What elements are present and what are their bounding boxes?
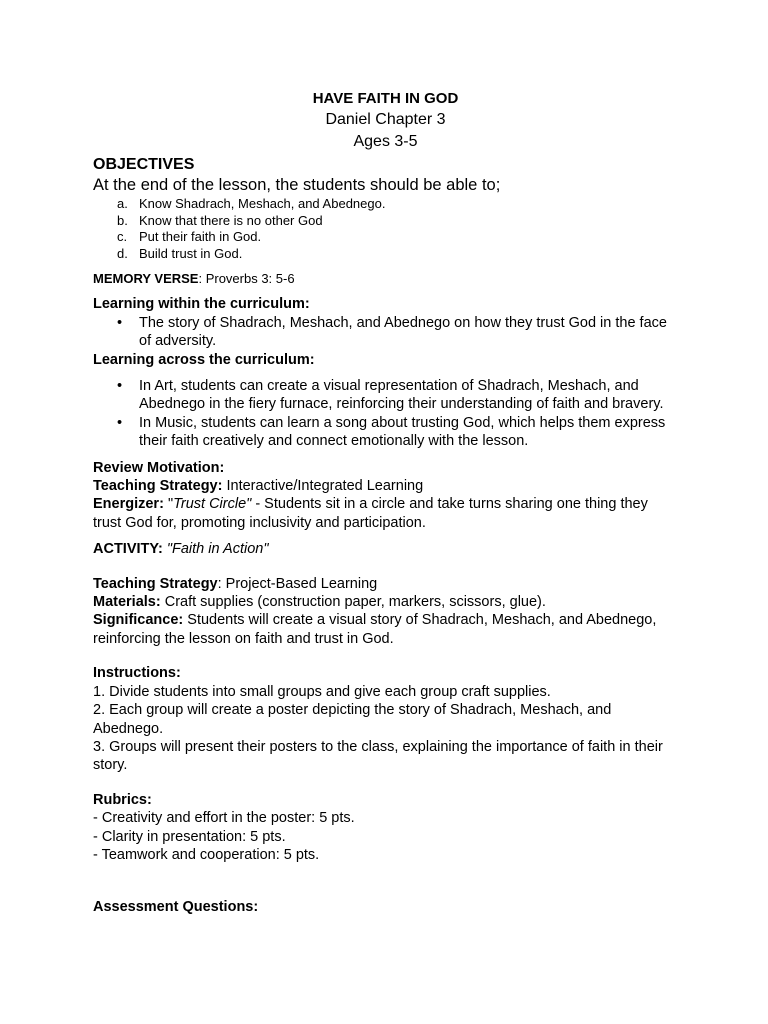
list-item: [117, 377, 678, 414]
bullet-icon: •: [117, 414, 123, 431]
assessment-heading: Assessment Questions:: [93, 899, 259, 916]
objective-marker: b.: [117, 212, 128, 228]
lesson-ages: Ages 3-5: [353, 133, 418, 150]
significance-value: Students will create a visual story of Shadrach, Meshach, and Abednego, reinforcing the lesson on faith and trust in God.: [93, 612, 657, 647]
rubric-item: - Teamwork and cooperation: 5 pts.: [93, 846, 320, 863]
bullet-icon: •: [117, 378, 123, 394]
materials-value: Craft supplies (construction paper, markers, scissors, glue).: [160, 594, 546, 611]
instructions-heading: Instructions:: [93, 665, 181, 682]
activity-strategy: [93, 575, 678, 593]
objectives-heading: OBJECTIVES: [93, 156, 195, 173]
activity-strategy-label: Teaching Strategy: [93, 575, 218, 592]
rubric-item: - Clarity in presentation: 5 pts.: [93, 828, 286, 845]
instruction-step: 1. Divide students into small groups and give each group craft supplies.: [93, 683, 551, 700]
objectives-intro: At the end of the lesson, the students should be able to;: [93, 176, 501, 194]
across-list: [93, 377, 678, 451]
materials-label: Materials:: [93, 594, 161, 611]
energizer-text: - Students sit in a circle and take turns sharing one thing they trust God for, promoting inclusivity and participation.: [93, 496, 648, 531]
objective-marker: c.: [117, 229, 128, 245]
objective-marker: d.: [117, 245, 128, 261]
list-item-text: In Music, students can learn a song about trusting God, which helps them express their faith creatively and connect emotionally with the lesson.: [139, 414, 666, 450]
list-item-text: The story of Shadrach, Meshach, and Abednego on how they trust God in the face of adversity.: [139, 314, 667, 350]
list-item: [117, 414, 678, 451]
objectives-list: [93, 196, 678, 262]
objective-text: Build trust in God.: [139, 245, 243, 261]
activity-strategy-value: : Project-Based Learning: [217, 575, 378, 592]
rubrics-heading: Rubrics:: [93, 791, 152, 808]
instruction-step: 2. Each group will create a poster depicting the story of Shadrach, Meshach, and Abednego.: [93, 702, 612, 737]
list-item: [117, 314, 678, 351]
energizer: [93, 495, 678, 532]
objective-item: [117, 196, 678, 213]
memory-verse-label: MEMORY VERSE: [93, 271, 199, 287]
memory-verse-value: : Proverbs 3: 5-6: [198, 271, 295, 287]
objective-item: [117, 213, 678, 230]
instruction-step: 3. Groups will present their posters to the class, explaining the importance of faith in their story.: [93, 738, 663, 774]
objective-item: [117, 246, 678, 263]
objective-marker: a.: [117, 196, 128, 211]
lesson-chapter: Daniel Chapter 3: [325, 111, 446, 128]
activity-line: [93, 540, 678, 558]
objective-text: Know Shadrach, Meshach, and Abednego.: [139, 196, 386, 211]
review-heading: Review Motivation:: [93, 459, 225, 476]
activity-significance: [93, 611, 678, 648]
activity-label: ACTIVITY:: [93, 541, 163, 558]
within-list: [93, 314, 678, 351]
activity-materials: [93, 593, 678, 611]
review-strategy: [93, 477, 678, 495]
list-item-text: In Art, students can create a visual representation of Shadrach, Meshach, and Abednego in the fiery furnace, reinforcing their understanding of faith and bravery.: [139, 378, 664, 413]
rubric-item: - Creativity and effort in the poster: 5 pts.: [93, 810, 355, 827]
energizer-label: Energizer:: [93, 496, 164, 513]
energizer-name: Trust Circle": [173, 496, 252, 513]
memory-verse: [93, 270, 678, 287]
objective-text: Know that there is no other God: [139, 212, 323, 228]
objective-item: [117, 229, 678, 246]
lesson-title: HAVE FAITH IN GOD: [312, 90, 459, 107]
bullet-icon: •: [117, 314, 123, 331]
energizer-quote: ": [163, 496, 174, 513]
objective-text: Put their faith in God.: [139, 229, 262, 245]
review-strategy-label: Teaching Strategy:: [93, 478, 223, 495]
activity-name: "Faith in Action": [162, 541, 269, 558]
within-heading: Learning within the curriculum:: [93, 296, 310, 313]
significance-label: Significance:: [93, 612, 184, 629]
across-heading: Learning across the curriculum:: [93, 351, 315, 368]
review-strategy-value: Interactive/Integrated Learning: [222, 478, 424, 495]
